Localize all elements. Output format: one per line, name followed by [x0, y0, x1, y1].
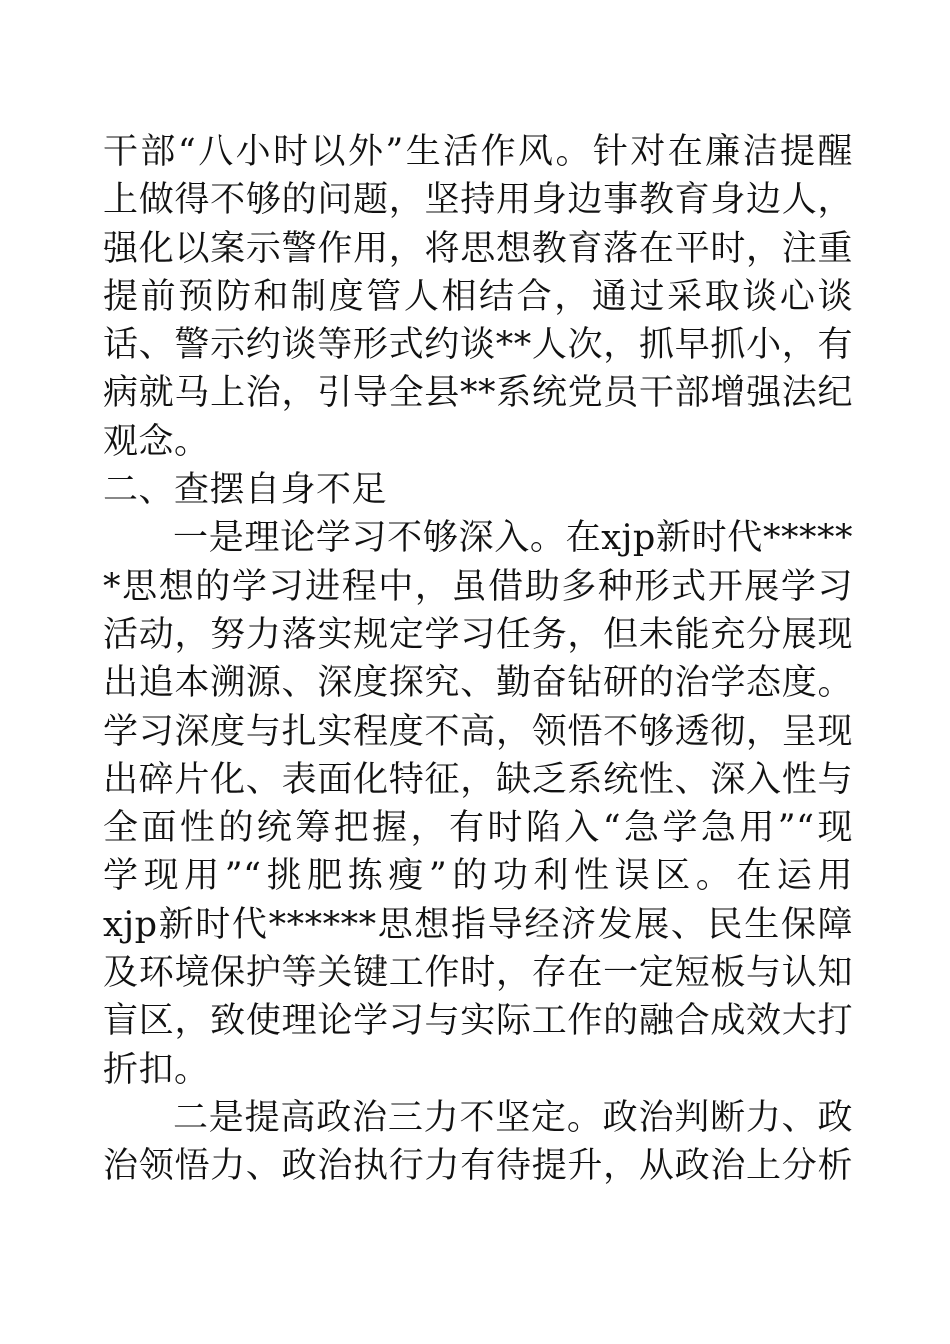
section-heading: 二、查摆自身不足 [103, 470, 388, 511]
text-line: 学习深度与扎实程度不高，领悟不够透彻，呈现 [103, 711, 853, 752]
text-line: 病就马上治，引导全县**系统党员干部增强法纪 [103, 373, 853, 414]
paragraph-first-line: 一是理论学习不够深入。在xjp新时代***** [173, 518, 853, 559]
text-line: 上做得不够的问题，坚持用身边事教育身边人， [103, 180, 853, 221]
text-line: 学现用”“挑肥拣瘦”的功利性误区。在运用 [103, 856, 853, 897]
paragraph-first-line: 二是提高政治三力不坚定。政治判断力、政 [173, 1097, 853, 1138]
text-line: 活动，努力落实规定学习任务，但未能充分展现 [103, 614, 853, 655]
text-line: 强化以案示警作用，将思想教育落在平时，注重 [103, 228, 853, 269]
text-line: 全面性的统筹把握，有时陷入“急学急用”“现 [103, 808, 853, 849]
document-body [103, 128, 853, 1191]
text-line: xjp新时代******思想指导经济发展、民生保障 [103, 904, 853, 945]
text-line: 出追本溯源、深度探究、勤奋钻研的治学态度。 [103, 663, 853, 704]
text-line: *思想的学习进程中，虽借助多种形式开展学习 [103, 566, 853, 607]
text-line: 提前预防和制度管人相结合，通过采取谈心谈 [103, 276, 853, 317]
text-line: 干部“八小时以外”生活作风。针对在廉洁提醒 [103, 132, 853, 172]
text-line: 盲区，致使理论学习与实际工作的融合成效大打 [103, 1001, 853, 1042]
text-line: 出碎片化、表面化特征，缺乏系统性、深入性与 [103, 759, 853, 800]
text-line: 观念。 [103, 421, 210, 462]
text-line: 折扣。 [103, 1049, 210, 1090]
text-line: 话、警示约谈等形式约谈**人次，抓早抓小，有 [103, 325, 853, 366]
text-line: 及环境保护等关键工作时，存在一定短板与认知 [103, 953, 853, 994]
text-line: 治领悟力、政治执行力有待提升，从政治上分析 [103, 1146, 853, 1187]
